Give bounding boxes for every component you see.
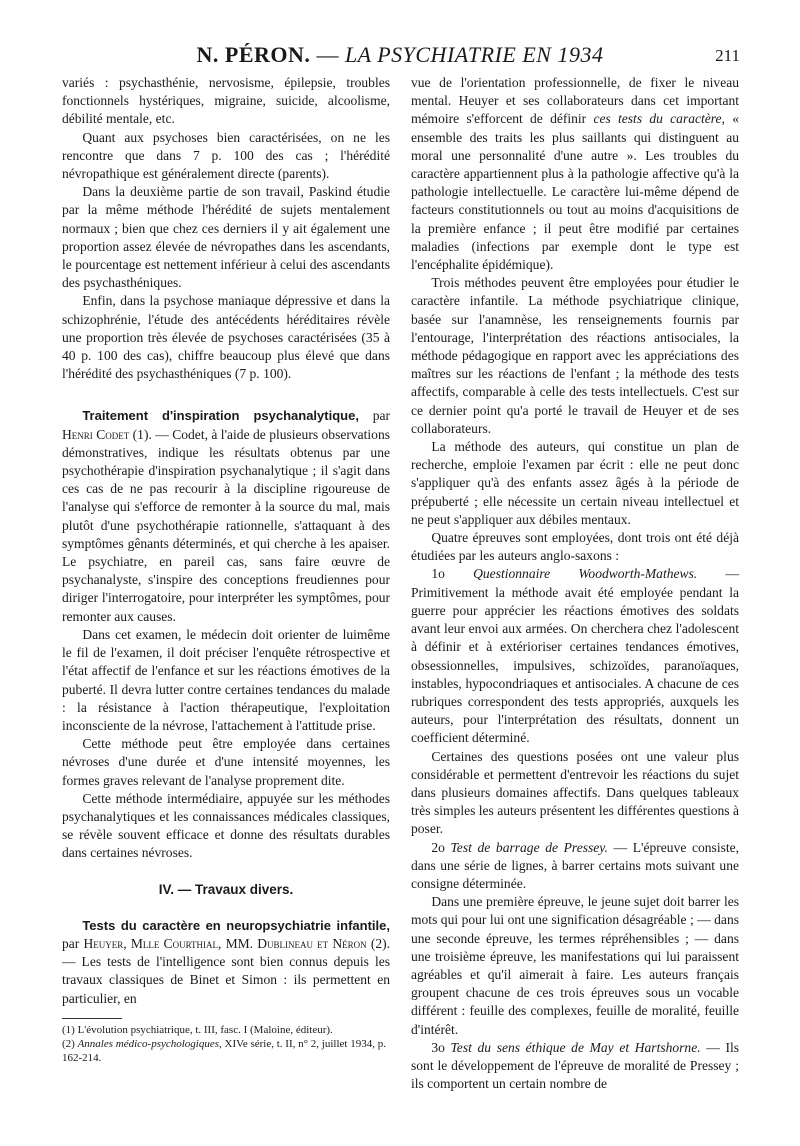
right-column bbox=[411, 74, 739, 1093]
article-text: (2). — Les tests de l'intelligence sont bien connus depuis les travaux classiques de Binet et Simon : ils permettent en particulier, en bbox=[62, 935, 390, 1006]
article-by: par bbox=[62, 935, 80, 951]
paragraph: Dans une première épreuve, le jeune sujet doit barrer les mots qui pour lui ont une signification désagréable ; — dans une seconde épreuve, les termes répréhensibles ; — dans une troisième épreuve, les manifestations qui lui paraissent agréables et qu'il aimerait à faire. Les auteurs français groupent chacune de ces trois épreuves sous un vocable différent : feuille des complexes, feuille de moralité, feuille d'intérêt. bbox=[411, 894, 739, 1037]
paragraph: Trois méthodes peuvent être employées pour étudier le caractère infantile. La méthode psychiatrique clinique, basée sur l'anamnèse, les renseignements fournis par l'entourage, l'interprétation des réactions antisociales, la méthode pédagogique en rapport avec les appréciations des maîtres sur les réactions de l'enfant ; la méthode des tests affectifs, comparable à celle des tests intellectuels. C'est sur ce dernier point qu'a porté le travail de Heuyer et de ses collaborateurs. bbox=[411, 275, 739, 436]
italic-text: ces tests du caractère, bbox=[593, 111, 725, 127]
article-author: Henri Codet bbox=[62, 426, 130, 442]
paragraph: Cette méthode peut être employée dans certaines névroses d'une durée et d'une intensité moyennes, les formes graves relevant de l'analyse proprement dite. bbox=[62, 736, 390, 788]
test-title: Questionnaire Woodworth-Mathews. bbox=[473, 566, 698, 582]
test-1-entry bbox=[411, 565, 739, 747]
test-title: Test du sens éthique de May et Hartshorne. bbox=[450, 1039, 701, 1055]
page-number: 211 bbox=[715, 46, 740, 65]
header-author: N. PÉRON. bbox=[196, 42, 311, 67]
header-journal-title: LA PSYCHIATRIE EN 1934 bbox=[344, 42, 604, 67]
test-number: 3o bbox=[431, 1039, 445, 1055]
paragraph: Dans la deuxième partie de son travail, Paskind étudie par la même méthode l'hérédité de sujets mentalement normaux ; bien que chez ces derniers il y ait également une proportion assez élevée de névropathes dans les ascendants, le pourcentage est nettement inférieur à celui des ascendants des psychasthéniques. bbox=[62, 184, 390, 291]
paragraph: Enfin, dans la psychose maniaque dépressive et dans la schizophrénie, l'étude des antécédents héréditaires révèle une proportion très élevée de psychoses caractérisées (35 à 40 p. 100 des cas), chiffre beaucoup plus élevé que dans l'hérédité des psychasthéniques (7 p. 100). bbox=[62, 293, 390, 382]
footnotes bbox=[62, 1023, 390, 1065]
article-title: Tests du caractère en neuropsychiatrie infantile, bbox=[82, 917, 390, 933]
left-column bbox=[62, 74, 390, 1065]
article-entry-heuyer bbox=[62, 917, 390, 1008]
footnote-2 bbox=[62, 1037, 390, 1065]
running-header bbox=[60, 42, 740, 72]
test-title: Test de barrage de Pressey. bbox=[450, 839, 608, 855]
footnote-2-rest: XIVe série, t. II, n° 2, juillet 1934, p. 162-214. bbox=[62, 1037, 386, 1064]
footnote-2-journal: Annales médico-psychologiques, bbox=[77, 1037, 222, 1050]
test-number: 2o bbox=[431, 839, 445, 855]
test-3-entry bbox=[411, 1039, 739, 1094]
footnote-2-number: (2) bbox=[62, 1037, 75, 1050]
test-text: — Primitivement la méthode avait été employée pendant la guerre pour apprécier les réactions émotives des soldats avant leur envoi aux armées. On cherchera chez l'adolescent à définir et à extérioriser certaines tendances émotives, obsessionnelles, impulsives, schizoïdes, paranoïaques, instables, hypocondriaques et antisociales. A chacune de ces rubriques correspondent des tests appropriés, auxquels les auteurs, pour l'interprétation des résultats, donnent un coefficient déterminé. bbox=[411, 566, 739, 746]
paragraph: Dans cet examen, le médecin doit orienter de luimême le fil de l'examen, il doit préciser l'enquête rétrospective et l'état affectif de l'enfance et sur les réactions émotives de la puberté. Il devra lutter contre certaines tendances du malade : la résistance à l'action thérapeutique, l'exploitation inconsciente de la névrose, l'attachement à l'attitude prise. bbox=[62, 626, 390, 733]
article-by: par bbox=[372, 408, 390, 424]
article-text: (1). — Codet, à l'aide de plusieurs observations démonstratives, indique les résultats obtenus par une psychothérapie d'inspiration psychanalytique ; il s'agit dans ces cas de ne pas recourir à la discipline rigoureuse de l'analyse qui s'efforce de remonter à la source du mal, mais plutôt d'une psychothérapie rationnelle, s'attaquant à des symptômes gênants déterminés, et qui cherche à les apaiser. Le psychiatre, en pareil cas, sans faire œuvre de psychanalyste, s'inspire des conceptions freudiennes pour diriger l'interrogatoire, pour interpréter les symptômes, pour remonter aux causes. bbox=[62, 426, 391, 624]
footnote-rule bbox=[62, 1018, 122, 1019]
test-2-entry bbox=[411, 839, 739, 894]
paragraph: La méthode des auteurs, qui constitue un plan de recherche, emploie l'examen par écrit : elle ne peut donc s'appliquer qu'à des enfants assez âgés à la période de prépuberté ; elle nécessite un certain niveau intellectuel et ne peut s'appliquer aux débiles mentaux. bbox=[411, 439, 739, 527]
paragraph: Certaines des questions posées ont une valeur plus considérable et permettent d'entrevoir les réactions du sujet dans plusieurs domaines affectifs. Dans quelques tableaux très simples les auteurs présentent les différentes questions à poser. bbox=[411, 748, 739, 837]
header-title bbox=[60, 42, 740, 68]
text: « ensemble des traits les plus saillants qui distinguent au moral une personnalité d'une autre ». Les troubles du caractère appartiennent plus à la pathologie affective qu'à la pathologie intellectuelle. Le caractère lui-même dépend de facteurs constitutionnels ou tout au moins d'acquisitions de la première enfance ; il peut être modifié par certaines maladies (infections par exemple dont le type est l'encéphalite épidémique). bbox=[411, 111, 739, 273]
header-dash: — bbox=[310, 42, 345, 67]
section-heading: IV. — Travaux divers. bbox=[158, 881, 294, 897]
paragraph: variés : psychasthénie, nervosisme, épilepsie, troubles fonctionnels hystériques, migraine, suicide, alcoolisme, débilité mentale, etc. bbox=[62, 75, 390, 127]
test-text: — L'épreuve consiste, dans une série de lignes, à barrer certains mots suivant une consigne déterminée. bbox=[411, 839, 740, 891]
text: vue de l'orientation professionnelle, de fixer le niveau mental. Heuyer et ses collaborateurs dans cet important mémoire s'efforcent de définir bbox=[411, 75, 739, 127]
paragraph bbox=[411, 74, 739, 274]
article-entry-codet bbox=[62, 407, 390, 625]
paragraph: Quant aux psychoses bien caractérisées, on ne les rencontre que dans 7 p. 100 des cas ; l'hérédité névropathique est généralement directe (parents). bbox=[62, 129, 390, 182]
test-text: — Ils sont le développement de l'épreuve de moralité de Pressey ; ils comportent un certain nombre de bbox=[411, 1039, 740, 1092]
test-number: 1o bbox=[431, 566, 445, 582]
footnote-1: (1) L'évolution psychiatrique, t. III, fasc. I (Maloine, éditeur). bbox=[62, 1023, 333, 1036]
paragraph: Quatre épreuves sont employées, dont trois ont été déjà étudiées par les auteurs anglo-saxons : bbox=[411, 530, 739, 564]
paragraph: Cette méthode intermédiaire, appuyée sur les méthodes psychanalytiques et les connaissances médicales classiques, se révèle souvent efficace et donne des résultats durables dans certaines névroses. bbox=[62, 790, 390, 861]
article-authors: Heuyer, Mlle Courthial, MM. Dublineau et Néron bbox=[83, 935, 367, 951]
article-title: Traitement d'inspiration psychanalytique, bbox=[82, 408, 359, 424]
